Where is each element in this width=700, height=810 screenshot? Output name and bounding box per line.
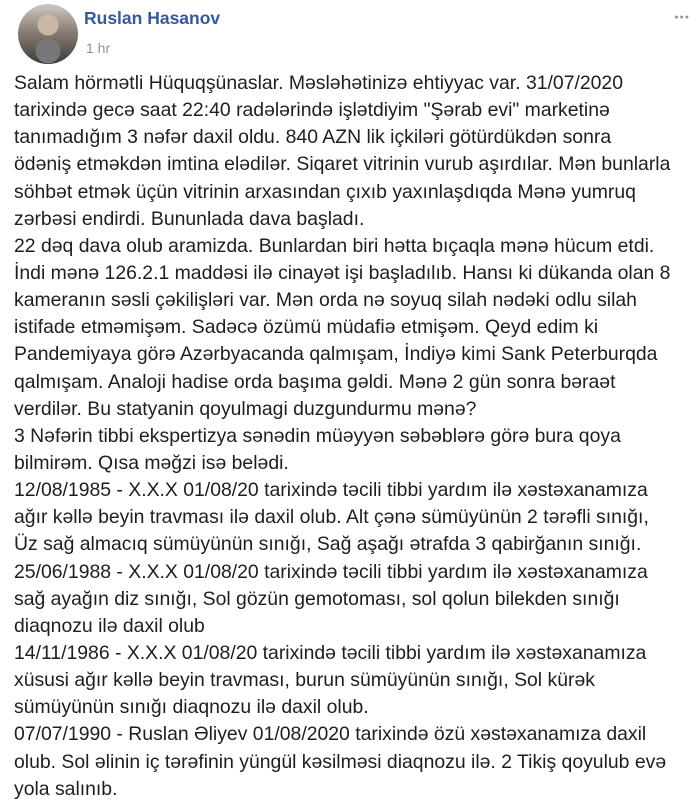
post-text-line: kameranın səsli çəkilişləri var. Mən orda nə soyuq silah nədəki odlu silah: [14, 289, 637, 312]
post-text-line: olub. Sol əlinin iç tərəfinin yüngül kəsilməsi diaqnozu ilə. 2 Tikiş qoyulub evə: [14, 750, 667, 773]
post-text-line: sümüyünün sınığı diaqnozu ilə daxil olub.: [14, 696, 369, 719]
post-text-line: qalmışam. Analoji hadise orda başıma gəldi. Mənə 2 gün sonra bəraət: [14, 370, 616, 393]
avatar[interactable]: [18, 4, 78, 64]
post-text-line: xüsusi ağır kəllə beyin travması, burun sümüyünün sınığı, Sol kürək: [14, 669, 595, 692]
post-text-line: diaqnozu ilə daxil olub: [14, 614, 205, 637]
post-text-line: yola salınıb.: [14, 777, 118, 800]
post-text-line: 22 dəq dava olub aramizda. Bunlardan biri hətta bıçaqla mənə hücum etdi.: [14, 234, 655, 257]
post-text-line: Salam hörmətli Hüquqşünaslar. Məsləhətinizə ehtiyyac var. 31/07/2020: [14, 72, 623, 94]
post-text-line: bilmirəm. Qısa məğzi isə belədi.: [14, 451, 289, 474]
post-text-line: 12/08/1985 - X.X.X 01/08/20 tarixində təcili tibbi yardım ilə xəstəxanamıza: [14, 479, 648, 502]
post-text-line: 07/07/1990 - Ruslan Əliyev 01/08/2020 tarixində özü xəstəxanamıza daxil: [14, 723, 647, 746]
post-text-line: söhbət etmək üçün vitrinin arxasından çıxıb yaxınlaşdıqda Mənə yumruq: [14, 180, 636, 203]
post-text-line: tarixində gecə saat 22:40 radələrində işlətdiyim "Şərab evi" marketinə: [14, 99, 610, 122]
post-text-line: 14/11/1986 - X.X.X 01/08/20 tarixində təcili tibbi yardım ilə xəstəxanamıza: [14, 641, 647, 664]
post-text-line: sağ ayağın diz sınığı, Sol gözün gemotoması, sol qolun bilekden sınığı: [14, 587, 620, 610]
author-name[interactable]: Ruslan Hasanov: [84, 8, 221, 28]
post-text-line: İndi mənə 126.2.1 maddəsi ilə cinayət işi başladılıb. Hansı ki dükanda olan 8: [14, 261, 671, 284]
post-text-line: Üz sağ almacıq sümüyünün sınığı, Sağ aşağı ətrafda 3 qabirğanın sınığı.: [14, 533, 642, 556]
post-body: [14, 70, 670, 803]
post-text-line: verdilər. Bu statyanin qoyulmagi duzgundurmu mənə?: [14, 397, 477, 420]
post-text-line: zərbəsi endirdi. Bununlada dava başladı.: [14, 207, 365, 230]
post-timestamp[interactable]: 1 hr: [86, 40, 111, 56]
post-text-line: 3 Nəfərin tibbi ekspertizya sənədin müəyyən səbəblərə görə bura qoya: [14, 424, 621, 447]
post-text-line: ağır kəllə beyin travması ilə daxil olub. Alt çənə sümüyünün 2 tərəfli sınığı,: [14, 506, 649, 529]
post-text-line: tanımadığım 3 nəfər daxil oldu. 840 AZN lik içkiləri götürdükdən sonra: [14, 126, 612, 149]
more-horizontal-icon[interactable]: ●●●: [674, 14, 690, 21]
post-text-line: ödəniş etməkdən imtina elədilər. Siqaret vitrinin vurub aşırdılar. Mən bunlarla: [14, 153, 671, 176]
post-text-line: istifade etməmişəm. Sadəcə özümü müdafiə etmişəm. Qeyd edim ki: [14, 316, 599, 339]
post-text-line: 25/06/1988 - X.X.X 01/08/20 tarixində təcili tibbi yardım ilə xəstəxanamıza: [14, 560, 648, 583]
post-text-line: Pandemiyaya görə Azərbyacanda qalmışam, İndiyə kimi Sank Peterburqda: [14, 343, 658, 366]
